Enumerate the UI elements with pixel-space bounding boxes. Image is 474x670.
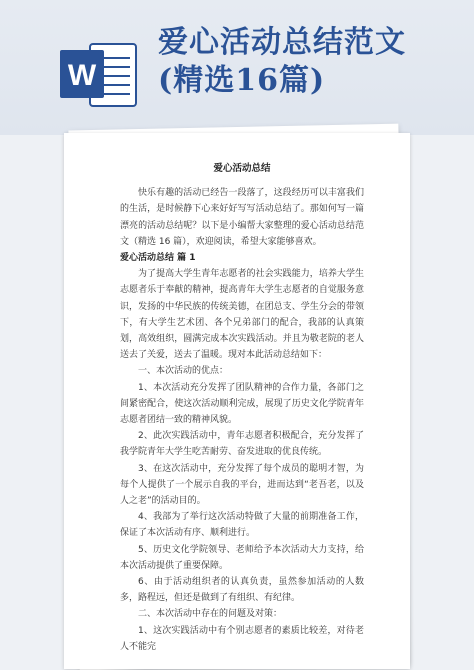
word-doc-icon xyxy=(60,40,138,110)
body-paragraph: 为了提高大学生青年志愿者的社会实践能力，培养大学生志愿者乐于奉献的精神，提高青年大学生志愿者的自觉服务意识，发扬的中华民族的传统美德，在团总支、学生分会的带领下，有大学生艺术团、各个兄弟部门的配合，我部的认真策划，高效组织，圆满完成本次实践活动。并且为敬老院的老人送去了关爱，送去了温暖。现对本此活动总结如下： xyxy=(120,269,364,361)
list-item: 6、由于活动组织者的认真负责，虽然参加活动的人数多，路程远，但还是做到了有组织、有纪律。 xyxy=(120,577,364,604)
problems-heading: 二、本次活动中存在的问题及对策： xyxy=(138,609,283,620)
section-heading: 爱心活动总结 篇 1 xyxy=(120,253,196,264)
intro-paragraph: 快乐有趣的活动已经告一段落了，这段经历可以丰富我们的生活，是时候静下心来好好写写活动总结了。那如何写一篇漂亮的活动总结呢？以下是小编帮大家整理的爱心活动总结范文（精选 16 篇），欢迎阅读，希望大家能够喜欢。 xyxy=(120,188,364,247)
list-item: 1、这次实践活动中有个别志愿者的素质比较差，对待老人不能完 xyxy=(120,625,364,652)
list-item: 5、历史文化学院领导、老师给予本次活动大力支持，给本次活动提供了重要保障。 xyxy=(120,544,364,571)
list-item: 1、本次活动充分发挥了团队精神的合作力量，各部门之间紧密配合，使这次活动顺利完成，展现了历史文化学院青年志愿者团结一致的精神风貌。 xyxy=(120,382,364,426)
list-item: 2、此次实践活动中，青年志愿者积极配合，充分发挥了我学院青年大学生吃苦耐劳、奋发进取的优良传统。 xyxy=(120,431,364,458)
word-logo-letter: W xyxy=(67,59,97,92)
document-page xyxy=(64,133,410,669)
document-title: 爱心活动总结 xyxy=(213,163,271,174)
hero-title-line2: (精选16篇) xyxy=(158,63,326,98)
document-body xyxy=(120,161,364,655)
list-item: 4、我部为了举行这次活动特做了大量的前期准备工作，保证了本次活动有序、顺利进行。 xyxy=(120,512,364,539)
hero-title xyxy=(158,24,458,100)
list-item: 3、在这次活动中，充分发挥了每个成员的聪明才智，为每个人提供了一个展示自我的平台，进而达到“老吾老，以及人之老”的活动目的。 xyxy=(120,463,364,507)
advantages-heading: 一、本次活动的优点： xyxy=(138,366,229,377)
hero-title-line1: 爱心活动总结范文 xyxy=(158,25,406,60)
